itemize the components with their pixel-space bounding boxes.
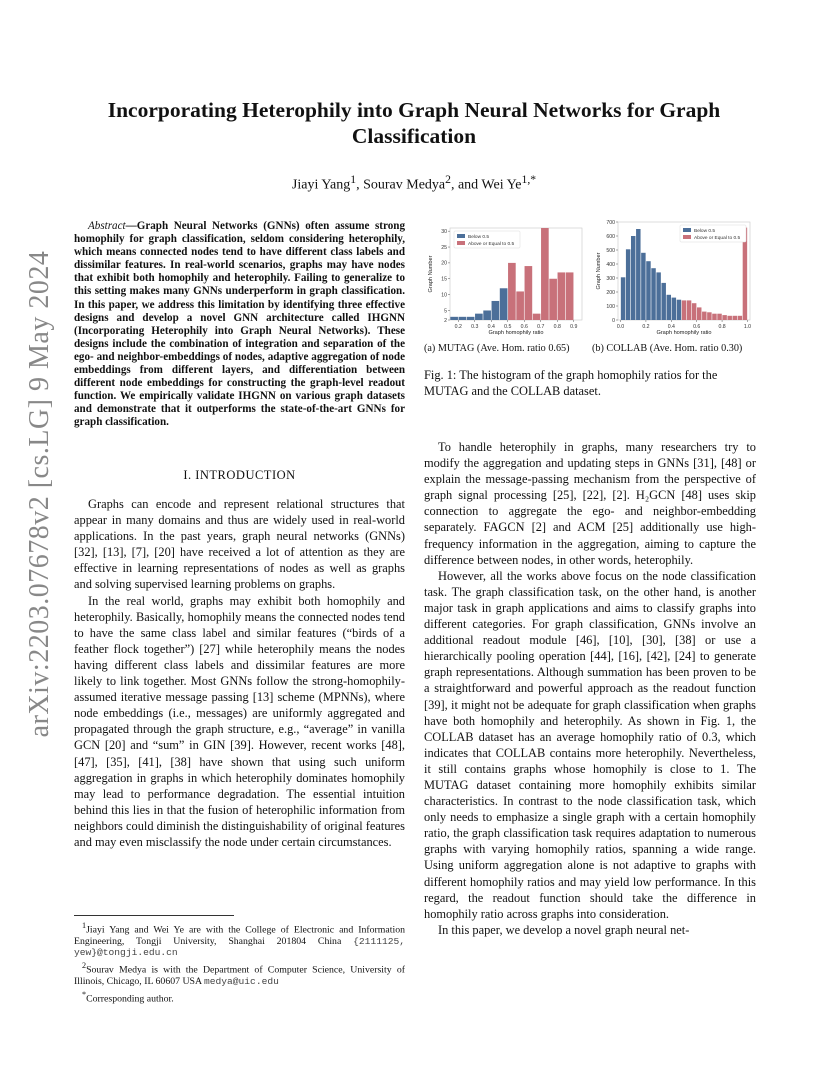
mutag-histogram [420,218,590,338]
y-tick-label: 5 [444,308,447,315]
footnote-email: medya@uic.edu [204,975,279,987]
y-tick-label: 100 [606,303,615,310]
author-1: Jiayi Yang [291,177,351,193]
histogram-bar [717,314,721,320]
histogram-bar [475,314,483,320]
chart-legend [680,225,746,242]
histogram-bar [541,228,549,320]
y-tick-label: 600 [606,233,615,240]
y-tick-label: 300 [606,275,615,282]
histogram-bar [692,303,696,320]
x-tick-label: 0.2 [454,324,462,330]
y-tick-label: 2 [444,317,447,324]
legend-swatch [457,234,465,238]
x-tick-label: 0.9 [570,324,578,330]
subcaption-a: (a) MUTAG (Ave. Hom. ratio 0.65) [424,343,570,354]
section-heading: I. INTRODUCTION [183,468,296,482]
y-tick-label: 700 [606,219,615,226]
x-tick-label: 0.4 [667,324,675,330]
x-tick-label: 0.2 [642,324,650,330]
legend-swatch [683,235,691,239]
y-tick-label: 30 [441,228,447,235]
footnote-mark: * [82,989,87,999]
abstract [74,220,405,430]
x-tick-label: 0.5 [504,324,512,330]
legend-swatch [683,228,691,232]
x-tick-label: 0.0 [616,324,625,330]
legend-label: Below 0.5 [468,235,490,240]
arxiv-sidebar [20,250,60,738]
y-tick-label: 15 [441,276,447,283]
histogram-bar [525,266,533,320]
x-axis-label: Graph homophily ratio [656,330,712,336]
x-tick-label: 0.7 [537,324,545,330]
histogram-bar [651,268,655,320]
legend-label: Above or Equal to 0.5 [468,242,515,247]
abstract-text: Graph Neural Networks (GNNs) often assume strong homophily for graph classification, seldom considering heterophily, which means connected nodes tend to have different class labels and dissimilar features. In real-world scenarios, graphs may have nodes that exhibit both homophily and heterophily. Failing to generalize to this setting makes many GNNs underperform in graph classification. In this paper, we address this limitation by identifying three effective designs and develop a novel GNN architecture called IHGNN (Incorporating Heterophily into Graph Neural Networks). These designs include the combination of integration and separation of the ego- and neighbor-embeddings of nodes, adaptive aggregation of node embeddings from different layers, and differentiation between different node embeddings for constructing the graph-level readout function. We empirically validate IHGNN on various graph datasets and demonstrate that it outperforms the state-of-the-art GNNs for graph classification. [74,220,405,429]
footnote-mark: 2 [82,961,87,971]
footnotes [74,915,405,1005]
y-tick-label: 20 [441,260,447,267]
histogram-bar [707,312,711,320]
histogram-bar [677,300,681,320]
histogram-bar [661,283,665,320]
collab-histogram [592,218,760,338]
author-sep: , [356,177,364,193]
y-tick-label: 200 [606,289,615,296]
x-tick-label: 0.3 [471,324,479,330]
author-3: Wei Ye [481,177,522,193]
author-line [70,173,758,194]
y-tick-label: 10 [441,292,447,299]
intro-left-column [74,496,405,850]
histogram-bar [566,272,574,320]
histogram-bar [636,229,640,320]
footnote-1 [74,920,405,959]
histogram-bar [483,310,491,320]
histogram-bar [533,314,541,320]
histogram-bar [459,317,467,320]
intro-right-column [424,439,756,938]
paper-title: Incorporating Heterophily into Graph Neural Networks for Graph Classification [107,98,721,148]
histogram-bar [492,301,500,320]
author-1-affil: 1 [350,173,357,186]
author-2-affil: 2 [445,173,451,186]
y-tick-label: 400 [606,261,615,268]
histogram-bar [626,249,630,320]
x-axis-label: Graph homophily ratio [488,330,544,336]
histogram-bar [646,261,650,320]
histogram-bar [500,288,508,320]
legend-label: Above or Equal to 0.5 [694,236,741,241]
x-tick-label: 0.4 [487,324,495,330]
paragraph: However, all the works above focus on the node classification task. The graph classification task, on the other hand, is another major task in graph applications and aims to classify graphs into different categories. For graph classification, GNNs involve an additional readout module [46], [10], [30], [38] or use a hierarchically pooling operation [44], [16], [42], [24] to generate graph representations. Although summation has been proven to be a straightforward and powerful approach as the readout function [39], it might not be adequate for graph classification when graphs have both homophily and heterophily. As shown in Fig. 1, the COLLAB dataset has an average homophily ratio of 0.3, which indicates that COLLAB contains more heterophily. Nevertheless, it still contains graphs whose homophily is close to 1. The MUTAG dataset containing more homophily exhibits similar characteristics. In contrast to the node classification task, which only needs to emphasize a single graph with a certain homophily ratio, the graph classification task requires adaptation to numerous graphs with varying homophily ratios, spanning a wide range. Using uniform aggregation alone is not adaptive to graphs with different homophily ratios and may yield low performance. In this regard, the readout function should take the difference in homophily ratio across graphs into consideration. [424,568,756,921]
histogram-bar [656,272,660,320]
histogram-bar [621,277,625,320]
histogram-bar [727,316,731,320]
histogram-bar [733,316,737,320]
histogram-bar [738,316,742,320]
author-sep: , and [450,177,482,193]
author-3-affil: 1,* [521,173,537,186]
histogram-bar [450,317,458,320]
footnote-text: Jiayi Yang and Wei Ye are with the College of Electronic and Information Engineering, Tongji University, Shanghai 201804 China [74,924,405,947]
y-tick-label: 0 [612,317,615,324]
histogram-bar [682,300,686,320]
x-tick-label: 0.6 [520,324,528,330]
paragraph: To handle heterophily in graphs, many researchers try to modify the aggregation and updating steps in GNNs [31], [48] or explain the message-passing mechanism from the perspective of graph signal processing [25], [22], [2]. H₂GCN [48] uses skip connection to aggregate the ego- and neighbor-embedding separately. FAGCN [2] and ACM [25] additionally use high-frequency information in the aggregation, aiming to capture the difference between nodes, in other words, heterophily. [424,440,756,567]
histogram-bar [508,263,516,320]
y-tick-label: 25 [441,244,447,251]
histogram-bar [549,279,557,320]
footnote-mark: 1 [82,921,87,930]
paragraph: In the real world, graphs may exhibit both homophily and heterophily. Basically, homophily means the connected nodes tend to have the same class label and similar features (“birds of a feather flock together”) [27] while heterophily means the nodes having different class labels and dissimilar features are more likely to link together. Most GNNs follow the strong-homophily-assumed iterative message passing [13] scheme (MPNNs), where node embeddings (i.e., messages) are uniformly aggregated and propagated through the graph structure, e.g., “average” in vanilla GCN [20] and “sum” in GIN [39]. However, recent works [48], [47], [35], [41], [38] have shown that using such uniform aggregation in graphs in which heterophily dominates homophily may lead to performance degradation. The essential intuition behind this lies in that the fusion of heterophilic information from neighbors could diminish the distinguishability of original features and may even misclassify the node under certain circumstances. [74,593,405,849]
x-tick-label: 1.0 [743,324,752,330]
histogram-bar [516,291,524,320]
legend-label: Below 0.5 [694,229,716,234]
histogram-bar [712,314,716,320]
footnote-email: {2111125, yew}@tongji.edu.cn [74,935,405,959]
author-2: Sourav Medya [363,177,446,193]
histogram-bar [697,307,701,320]
histogram-bar [631,236,635,320]
footnote-rule [74,915,234,916]
histogram-bar [467,317,475,320]
histogram-bar [702,312,706,320]
x-tick-label: 0.6 [693,324,701,330]
histogram-bar [558,272,566,320]
footnote-3 [74,989,405,1005]
paragraph: In this paper, we develop a novel graph neural net- [438,922,690,937]
footnote-2 [74,960,405,987]
y-axis-label: Graph Number [428,255,434,293]
legend-swatch [457,241,465,245]
paragraph: Graphs can encode and represent relational structures that appear in many domains and thus are widely used in real-world applications. In the past years, graph neural networks (GNNs) [32], [13], [7], [20] have received a lot of attention as they are effective in learning representations of nodes as well as graphs and solving supervised learning problems on graphs. [74,497,405,592]
figure-caption: Fig. 1: The histogram of the graph homophily ratios for the MUTAG and the COLLAB dataset. [424,368,718,399]
histogram-bar [641,253,645,320]
footnote-text: Corresponding author. [86,992,174,1004]
histogram-bar [672,298,676,320]
x-tick-label: 0.8 [718,324,726,330]
subcaption-b: (b) COLLAB (Ave. Hom. ratio 0.30) [592,343,743,354]
y-tick-label: 500 [606,247,615,254]
abstract-label: Abstract [88,220,126,232]
abstract-dash: — [125,220,137,232]
arxiv-id: arXiv:2203.07678v2 [cs.LG] 9 May 2024 [24,250,55,738]
histogram-bar [722,315,726,320]
histogram-bar [667,295,671,320]
chart-legend [454,231,520,248]
y-axis-label: Graph Number [596,252,602,290]
x-tick-label: 0.8 [553,324,561,330]
footnote-text: Sourav Medya is with the Department of Computer Science, University of Illinois, Chicago, IL 60607 USA [74,964,405,987]
histogram-bar [687,300,691,320]
